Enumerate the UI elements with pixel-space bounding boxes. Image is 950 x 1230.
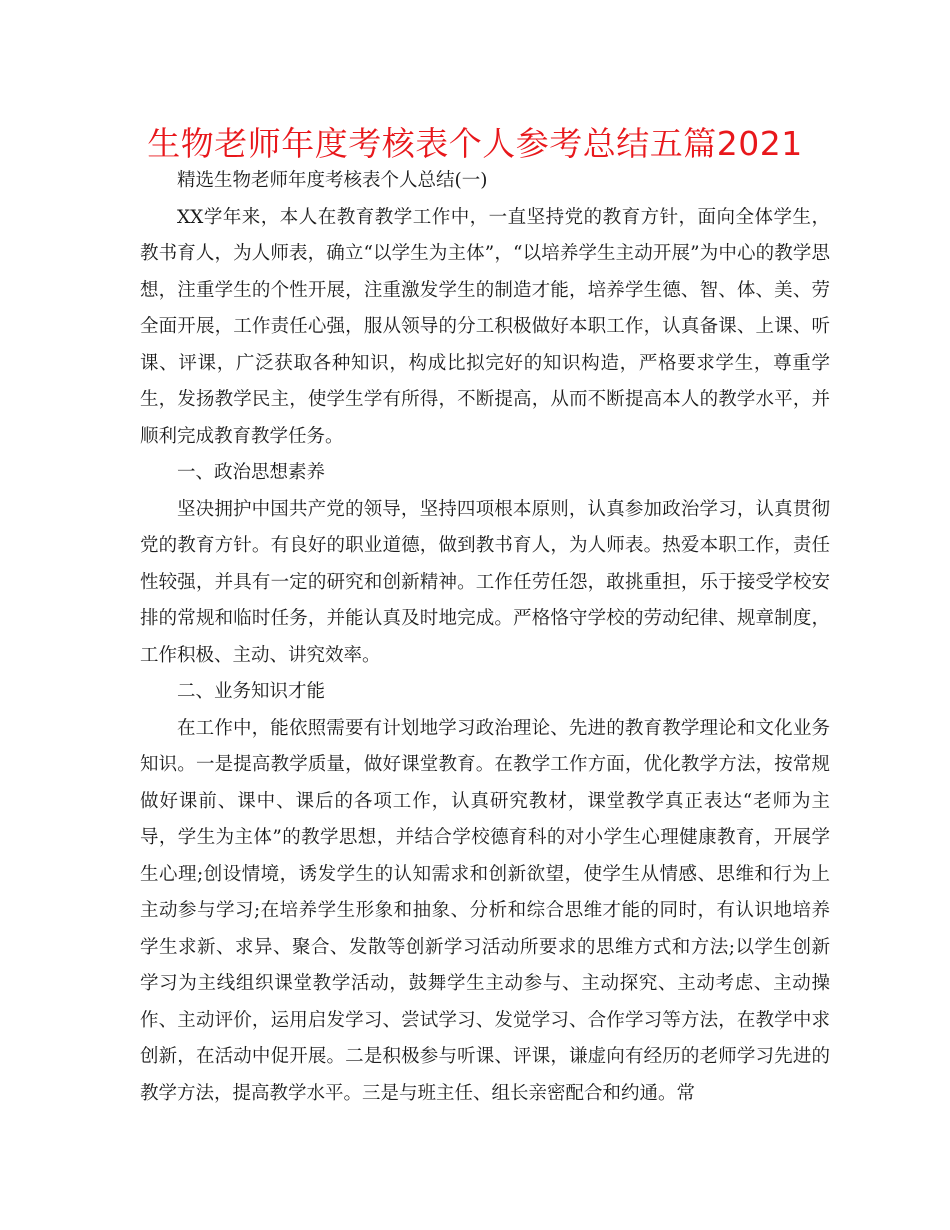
- paragraph-skills: 在工作中，能依照需要有计划地学习政治理论、先进的教育教学理论和文化业务知识。一是提高教学质量，做好课堂教育。在教学工作方面，优化教学方法，按常规做好课前、课中、课后的各项工作，认真研究教材，课堂教学真正表达“老师为主导，学生为主体”的教学思想，并结合学校德育科的对小学生心理健康教育，开展学生心理;创设情境，诱发学生的认知需求和创新欲望，使学生从情感、思维和行为上主动参与学习;在培养学生形象和抽象、分析和综合思维才能的同时，有认识地培养学生求新、求异、聚合、发散等创新学习活动所要求的思维方式和方法;以学生创新学习为主线组织课堂教学活动，鼓舞学生主动参与、主动探究、主动考虑、主动操作、主动评价，运用启发学习、尝试学习、发觉学习、合作学习等方法，在教学中求创新，在活动中促开展。二是积极参与听课、评课，谦虚向有经历的老师学习先进的教学方法，提高教学水平。三是与班主任、组长亲密配合和约通。常: [140, 717, 830, 1104]
- paragraph-intro: XX学年来，本人在教育教学工作中，一直坚持党的教育方针，面向全体学生，教书育人，为人师表，确立“以学生为主体”，“以培养学生主动开展”为中心的教学思想，注重学生的个性开展，注重激发学生的制造才能，培养学生德、智、体、美、劳全面开展，工作责任心强，服从领导的分工积极做好本职工作，认真备课、上课、听课、评课，广泛获取各种知识，构成比拟完好的知识构造，严格要求学生，尊重学生，发扬教学民主，使学生学有所得，不断提高，从而不断提高本人的教学水平，并顺利完成教育教学任务。: [140, 206, 830, 447]
- document-body: [140, 163, 830, 1112]
- section-heading-politics: 一、政治思想素养: [177, 462, 326, 483]
- section-heading-skills: 二、业务知识才能: [177, 681, 326, 702]
- section-subtitle: 精选生物老师年度考核表个人总结(一): [177, 170, 488, 191]
- paragraph-politics: 坚决拥护中国共产党的领导，坚持四项根本原则，认真参加政治学习，认真贯彻党的教育方针。有良好的职业道德，做到教书育人，为人师表。热爱本职工作，责任性较强，并具有一定的研究和创新精神。工作任劳任怨，敢挑重担，乐于接受学校安排的常规和临时任务，并能认真及时地完成。严格恪守学校的劳动纪律、规章制度，工作积极、主动、讲究效率。: [140, 498, 830, 666]
- document-title: 生物老师年度考核表个人参考总结五篇2021: [147, 124, 803, 163]
